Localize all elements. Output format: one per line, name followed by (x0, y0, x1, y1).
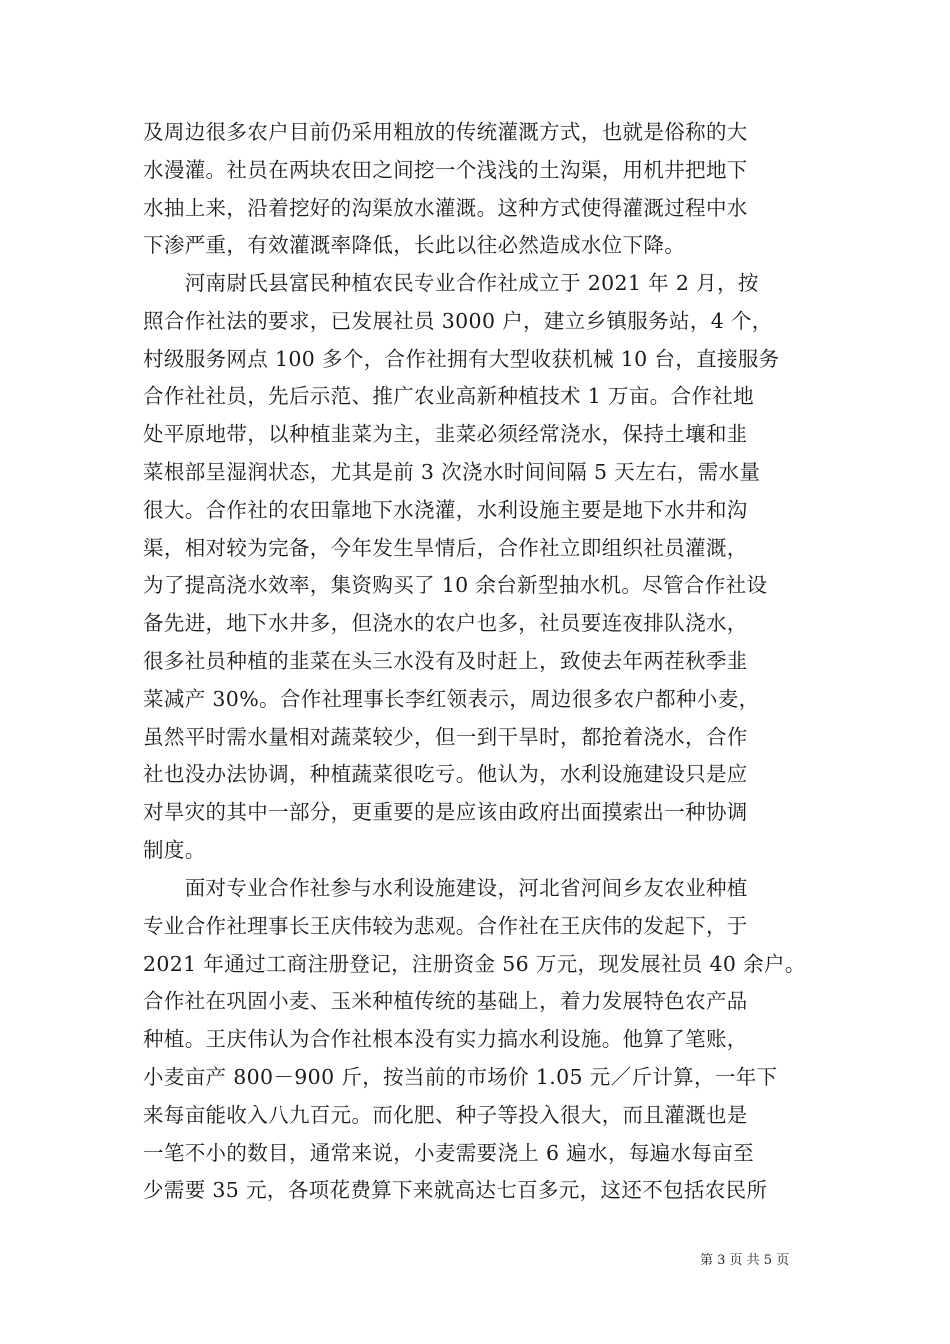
text-line: 一笔不小的数目，通常来说，小麦需要浇上 6 遍水，每遍水每亩至 (143, 1140, 754, 1165)
page-number-footer: 第 3 页 共 5 页 (700, 1253, 790, 1268)
text-line: 面对专业合作社参与水利设施建设，河北省河间乡友农业种植 (143, 876, 748, 900)
text-line: 很多社员种植的韭菜在头三水没有及时赶上，致使去年两茬秋季韭 (143, 648, 748, 673)
text-line: 少需要 35 元，各项花费算下来就高达七百多元，这还不包括农民所 (143, 1178, 768, 1203)
text-line: 水抽上来，沿着挖好的沟渠放水灌溉。这种方式使得灌溉过程中水 (143, 195, 748, 220)
text-line: 渠，相对较为完备，今年发生旱情后，合作社立即组织社员灌溉， (143, 535, 748, 560)
text-line: 处平原地带，以种植韭菜为主，韭菜必须经常浇水，保持土壤和韭 (143, 422, 748, 447)
text-line: 及周边很多农户目前仍采用粗放的传统灌溉方式，也就是俗称的大 (143, 120, 748, 144)
text-line: 虽然平时需水量相对蔬菜较少，但一到干旱时，都抢着浇水，合作 (143, 724, 748, 749)
text-line: 备先进，地下水井多，但浇水的农户也多，社员要连夜排队浇水， (143, 611, 748, 636)
text-line: 河南尉氏县富民种植农民专业合作社成立于 2021 年 2 月，按 (143, 271, 759, 295)
text-line: 菜根部呈湿润状态，尤其是前 3 次浇水时间间隔 5 天左右，需水量 (143, 459, 761, 484)
text-line: 为了提高浇水效率，集资购买了 10 余台新型抽水机。尽管合作社设 (143, 573, 768, 598)
text-line: 社也没办法协调，种植蔬菜很吃亏。他认为，水利设施建设只是应 (143, 762, 748, 787)
text-line: 菜减产 30%。合作社理事长李红领表示，周边很多农户都种小麦， (143, 686, 760, 711)
text-line: 合作社社员，先后示范、推广农业高新种植技术 1 万亩。合作社地 (143, 384, 754, 409)
text-line: 村级服务网点 100 多个，合作社拥有大型收获机械 10 台，直接服务 (143, 346, 780, 371)
paragraph-2 (143, 265, 780, 870)
text-line: 照合作社法的要求，已发展社员 3000 户，建立乡镇服务站，4 个， (143, 308, 773, 333)
text-line: 制度。 (143, 837, 206, 862)
text-line: 小麦亩产 800－900 斤，按当前的市场价 1.05 元／斤计算，一年下 (143, 1064, 778, 1089)
text-line: 对旱灾的其中一部分，更重要的是应该由政府出面摸索出一种协调 (143, 800, 748, 825)
text-line: 来每亩能收入八九百元。而化肥、种子等投入很大，而且灌溉也是 (143, 1102, 748, 1127)
text-line: 专业合作社理事长王庆伟较为悲观。合作社在王庆伟的发起下，于 (143, 913, 748, 938)
text-line: 下渗严重，有效灌溉率降低，长此以往必然造成水位下降。 (143, 233, 686, 258)
text-line: 种植。王庆伟认为合作社根本没有实力搞水利设施。他算了笔账， (143, 1027, 748, 1052)
text-line: 很大。合作社的农田靠地下水浇灌，水利设施主要是地下水井和沟 (143, 497, 748, 522)
paragraph-1 (143, 114, 748, 265)
text-line: 水漫灌。社员在两块农田之间挖一个浅浅的土沟渠，用机井把地下 (143, 157, 748, 182)
paragraph-3 (143, 870, 806, 1210)
text-line: 2021 年通过工商注册登记，注册资金 56 万元，现发展社员 40 余户。 (143, 951, 806, 976)
text-line: 合作社在巩固小麦、玉米种植传统的基础上，着力发展特色农产品 (143, 989, 748, 1014)
